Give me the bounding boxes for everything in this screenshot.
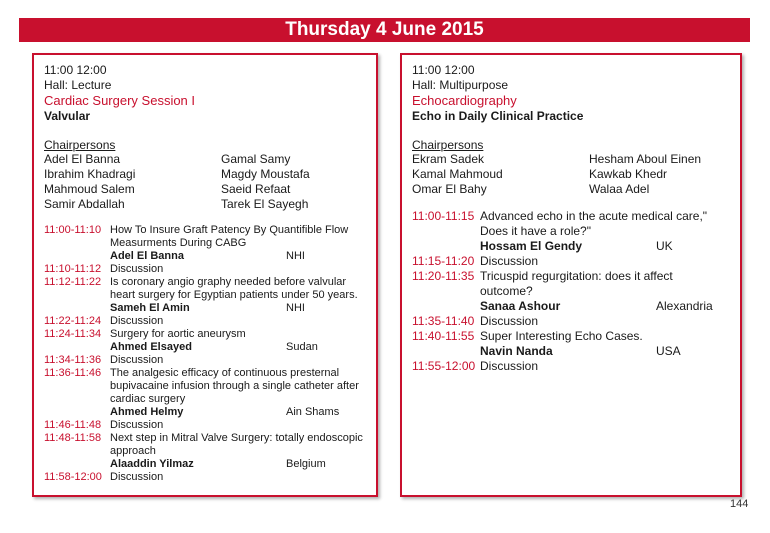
item-title-block [110, 419, 370, 432]
chairperson-name: Ibrahim Khadragi [44, 167, 136, 181]
program-item [44, 328, 370, 341]
speaker-name: Sanaa Ashour [480, 299, 561, 313]
chairperson-name: Hesham Aboul Einen [589, 152, 702, 166]
speaker-affiliation: Alexandria [656, 299, 713, 313]
item-title-block [480, 359, 734, 374]
item-time: 11:24-11:34 [44, 328, 102, 340]
speaker-affiliation: Sudan [286, 341, 318, 353]
item-title-line: Super Interesting Echo Cases. [480, 329, 643, 343]
program-item [44, 432, 370, 458]
item-speaker-row [44, 250, 370, 263]
speaker-name: Hossam El Gendy [480, 239, 583, 253]
item-title-block [110, 224, 370, 250]
session-hall: Hall: Lecture [44, 78, 112, 92]
item-title-line: Does it have a role?" [480, 224, 591, 238]
speaker-name: Navin Nanda [480, 344, 553, 358]
item-title-block [110, 354, 370, 367]
item-title-line: Surgery for aortic aneurysm [110, 328, 246, 340]
chairperson-name: Kamal Mahmoud [412, 167, 503, 181]
session-title: Cardiac Surgery Session I [44, 93, 196, 108]
speaker-affiliation: USA [656, 344, 681, 358]
item-title-block [480, 329, 734, 344]
speaker-affiliation: UK [656, 239, 673, 253]
item-time: 11:00-11:10 [44, 224, 102, 236]
item-title-line: Is coronary angio graphy needed before valvular [110, 276, 347, 288]
program-item [412, 254, 734, 269]
chairperson-name: Gamal Samy [221, 152, 291, 166]
chairperson-name: Magdy Moustafa [221, 167, 310, 181]
item-title-line: Discussion [110, 263, 164, 275]
program-item [412, 329, 734, 344]
page-banner: Thursday 4 June 2015 [19, 18, 750, 42]
item-time: 11:48-11:58 [44, 432, 102, 444]
program-list [44, 224, 370, 484]
item-title-block [480, 209, 734, 239]
program-item [44, 354, 370, 367]
chairpersons-list [44, 152, 370, 212]
chairperson-name: Adel El Banna [44, 152, 121, 166]
item-speaker-row [44, 341, 370, 354]
item-speaker-row [412, 344, 734, 359]
program-item [44, 367, 370, 406]
item-title-block [110, 263, 370, 276]
item-time: 11:15-11:20 [412, 254, 475, 268]
program-item [412, 269, 734, 299]
item-title-line: heart surgery for Egyptian patients under 50 years. [110, 289, 358, 301]
item-title-line: Discussion [480, 359, 539, 373]
item-title-block [110, 315, 370, 328]
session-hall: Hall: Multipurpose [412, 78, 509, 92]
item-title-block [110, 328, 370, 341]
item-title-block [110, 471, 370, 484]
item-title-line: outcome? [480, 284, 533, 298]
speaker-affiliation: NHI [286, 250, 305, 262]
item-time: 11:20-11:35 [412, 269, 475, 283]
program-item [44, 419, 370, 432]
item-speaker-row [44, 302, 370, 315]
session-title: Echocardiography [412, 93, 517, 108]
session-time: 11:00 12:00 [412, 63, 475, 77]
speaker-name: Sameh El Amin [110, 302, 190, 314]
session-panel-left [32, 53, 378, 497]
item-title-line: Discussion [110, 354, 164, 366]
chairperson-name: Samir Abdallah [44, 197, 125, 211]
program-item [44, 263, 370, 276]
item-title-line: Next step in Mitral Valve Surgery: totally endoscopic [110, 432, 363, 444]
item-title-line: Tricuspid regurgitation: does it affect [480, 269, 673, 283]
item-title-block [480, 269, 734, 299]
item-speaker-row [412, 299, 734, 314]
chairperson-name: Tarek El Sayegh [221, 197, 309, 211]
item-time: 11:22-11:24 [44, 315, 102, 327]
item-time: 11:58-12:00 [44, 471, 102, 483]
item-title-block [110, 432, 370, 458]
session-time: 11:00 12:00 [44, 63, 107, 77]
item-title-line: cardiac surgery [110, 393, 186, 405]
speaker-affiliation: NHI [286, 302, 305, 314]
item-title-block [110, 276, 370, 302]
item-time: 11:12-11:22 [44, 276, 102, 288]
item-time: 11:00-11:15 [412, 209, 475, 223]
chairperson-name: Omar El Bahy [412, 182, 487, 196]
page-number: 144 [730, 498, 749, 510]
speaker-name: Adel El Banna [110, 250, 184, 262]
item-time: 11:34-11:36 [44, 354, 102, 366]
chairperson-name: Mahmoud Salem [44, 182, 135, 196]
item-title-line: The analgesic efficacy of continuous presternal [110, 367, 340, 379]
speaker-affiliation: Ain Shams [286, 406, 340, 418]
speaker-name: Ahmed Elsayed [110, 341, 192, 353]
item-time: 11:46-11:48 [44, 419, 102, 431]
item-speaker-row [44, 458, 370, 471]
item-title-block [110, 367, 370, 406]
speaker-name: Ahmed Helmy [110, 406, 184, 418]
program-item [44, 276, 370, 302]
program-item [44, 315, 370, 328]
chairperson-name: Walaa Adel [589, 182, 650, 196]
program-item [412, 209, 734, 239]
program-item [412, 314, 734, 329]
chairperson-name: Saeid Refaat [221, 182, 291, 196]
item-title-line: Advanced echo in the acute medical care," [480, 209, 708, 223]
chairperson-name: Kawkab Khedr [589, 167, 668, 181]
item-title-line: approach [110, 445, 156, 457]
item-title-line: bupivacaine infusion through a single catheter after [110, 380, 359, 392]
item-title-line: Discussion [110, 419, 164, 431]
speaker-name: Alaaddin Yilmaz [110, 458, 194, 470]
session-subtitle: Echo in Daily Clinical Practice [412, 109, 584, 123]
item-time: 11:10-11:12 [44, 263, 102, 275]
program-item [44, 224, 370, 250]
program-list [412, 209, 734, 374]
chairperson-name: Ekram Sadek [412, 152, 485, 166]
item-speaker-row [44, 406, 370, 419]
item-title-line: Discussion [110, 471, 164, 483]
item-title-line: How To Insure Graft Patency By Quantifible Flow [110, 224, 349, 236]
item-title-block [480, 314, 734, 329]
item-title-line: Discussion [110, 315, 164, 327]
item-time: 11:55-12:00 [412, 359, 476, 373]
item-speaker-row [412, 239, 734, 254]
speaker-affiliation: Belgium [286, 458, 326, 470]
item-title-block [480, 254, 734, 269]
item-time: 11:40-11:55 [412, 329, 475, 343]
item-title-line: Discussion [480, 314, 539, 328]
chairpersons-heading: Chairpersons [44, 138, 116, 152]
item-time: 11:36-11:46 [44, 367, 102, 379]
item-time: 11:35-11:40 [412, 314, 475, 328]
chairpersons-heading: Chairpersons [412, 138, 484, 152]
item-title-line: Measurments During CABG [110, 237, 247, 249]
program-item [44, 471, 370, 484]
program-item [412, 359, 734, 374]
chairpersons-list [412, 152, 734, 197]
session-panel-right [400, 53, 742, 497]
item-title-line: Discussion [480, 254, 539, 268]
session-subtitle: Valvular [44, 109, 91, 123]
